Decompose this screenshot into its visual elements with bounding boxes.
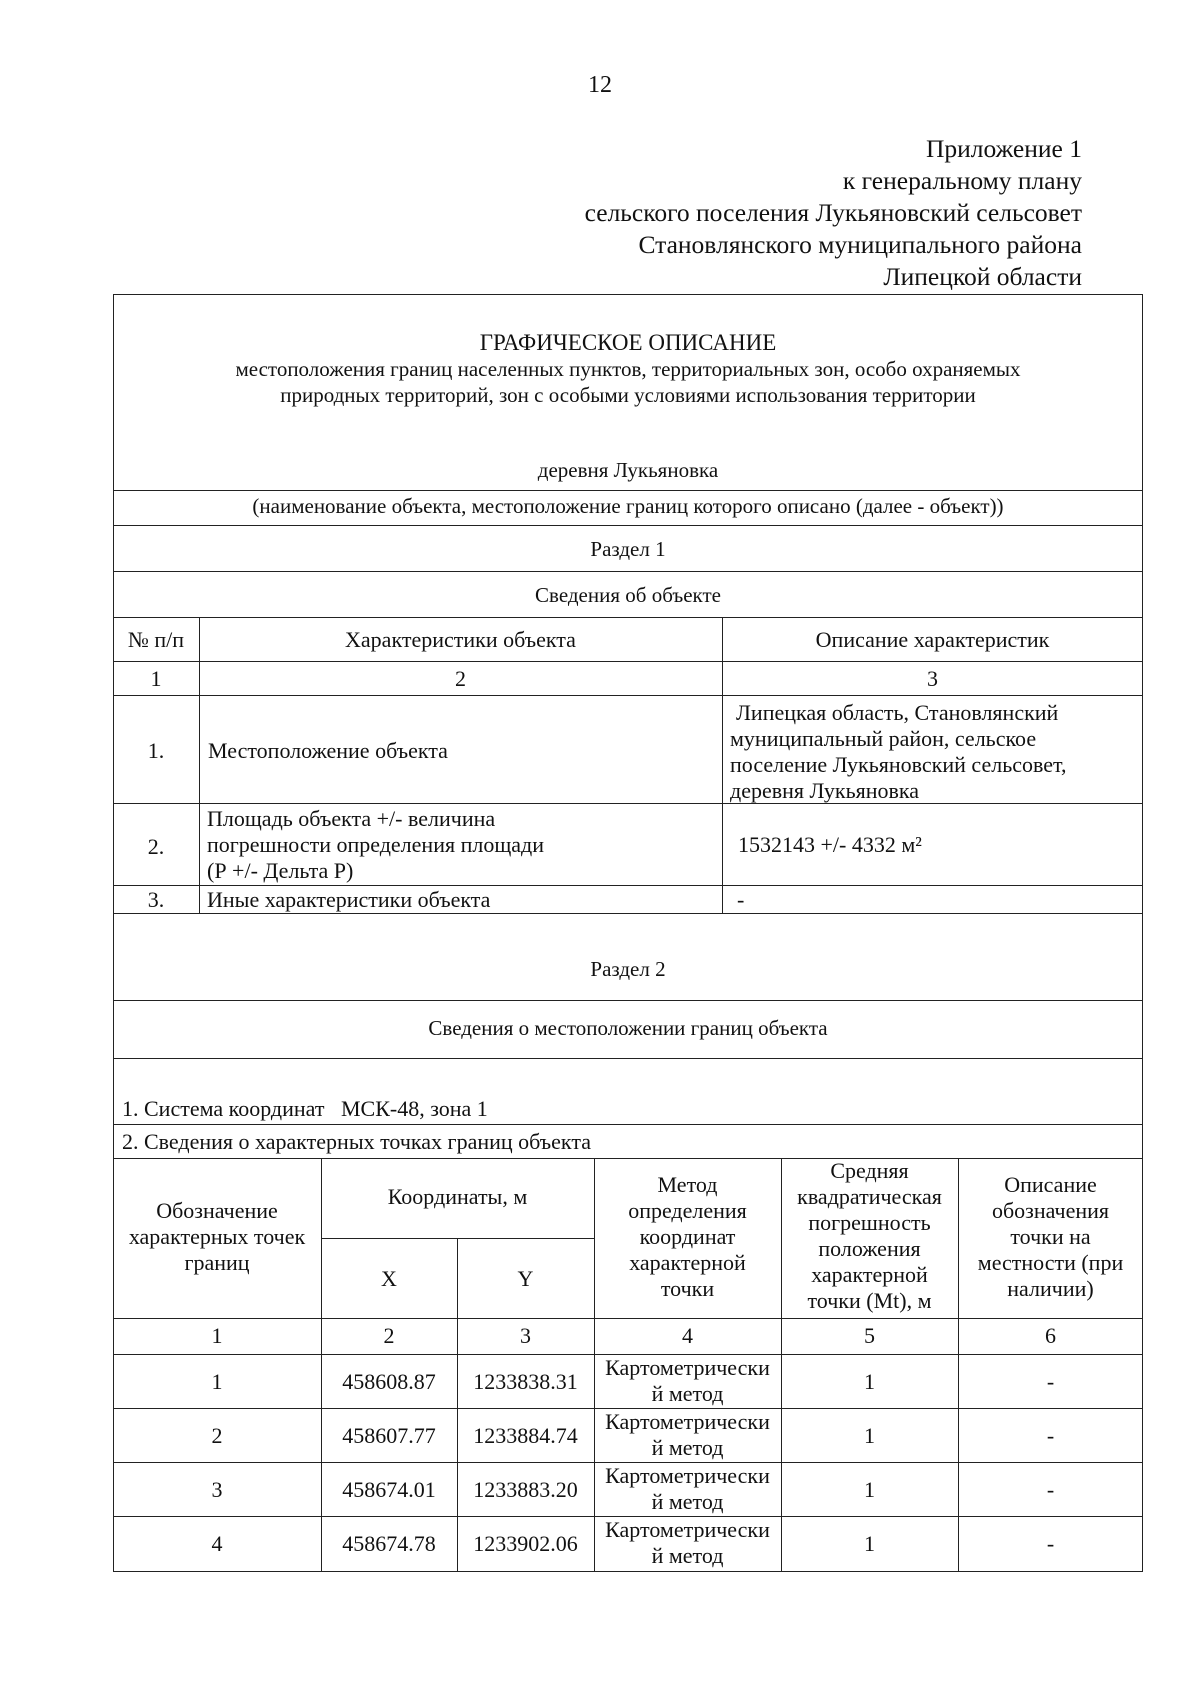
col-header-method: точки <box>660 1276 715 1301</box>
col-header-description: точки на <box>1010 1224 1091 1249</box>
col-header-method: Метод <box>657 1172 718 1197</box>
col-header-error: квадратическая <box>797 1184 942 1209</box>
grid-line <box>321 1238 594 1239</box>
col-header-description: наличии) <box>1007 1276 1094 1301</box>
point-description: - <box>1046 1477 1055 1502</box>
method-line: Картометрически <box>605 1517 770 1542</box>
appendix-line-2: к генеральному плану <box>842 166 1082 195</box>
row-name-line: Площадь объекта +/- величина <box>207 806 496 831</box>
col-header-method: координат <box>639 1224 736 1249</box>
row-value: 1532143 +/- 4332 м² <box>738 832 922 857</box>
grid-line <box>113 1318 1143 1319</box>
error-value: 1 <box>864 1423 875 1448</box>
error-value: 1 <box>864 1477 875 1502</box>
col-header-error: точки (Mt), м <box>807 1288 932 1313</box>
method-line: й метод <box>651 1543 724 1568</box>
row-num: 2. <box>147 834 165 859</box>
section1-title: Раздел 1 <box>590 537 666 561</box>
col-header-x: X <box>381 1266 397 1291</box>
method-line: й метод <box>651 1489 724 1514</box>
col-number: 4 <box>682 1323 693 1348</box>
coord-x: 458674.01 <box>342 1477 436 1502</box>
point-id: 2 <box>211 1423 223 1448</box>
divider <box>113 617 1143 618</box>
divider <box>113 1124 1143 1125</box>
method-line: Картометрически <box>605 1409 770 1434</box>
point-id: 1 <box>211 1369 223 1394</box>
col-header-error: характерной <box>811 1262 928 1287</box>
row-value-line: муниципальный район, сельское <box>730 726 1037 751</box>
section1-subtitle: Сведения об объекте <box>535 583 721 607</box>
divider <box>113 490 1143 491</box>
grid-line <box>113 661 1143 662</box>
method-line: й метод <box>651 1381 724 1406</box>
point-description: - <box>1046 1423 1055 1448</box>
coord-y: 1233884.74 <box>473 1423 578 1448</box>
row-num: 1. <box>147 738 165 763</box>
document-title: ГРАФИЧЕСКОЕ ОПИСАНИЕ <box>479 330 777 355</box>
col-number: 3 <box>520 1323 531 1348</box>
row-num: 3. <box>147 887 165 912</box>
col-header-error: положения <box>818 1236 921 1261</box>
row-value-line: Липецкая область, Становлянский <box>736 700 1059 725</box>
col-number: 2 <box>383 1323 395 1348</box>
col-header-method: характерной <box>629 1250 746 1275</box>
col-header-num: № п/п <box>127 627 185 652</box>
row-value: - <box>737 887 745 912</box>
appendix-line-3: сельского поселения Лукьяновский сельсовет <box>584 198 1082 227</box>
object-caption: (наименование объекта, местоположение границ которого описано (далее - объект)) <box>252 494 1004 518</box>
row-name: Местоположение объекта <box>208 738 448 763</box>
col-header-error: Средняя <box>830 1158 909 1183</box>
col-header-description: местности (при <box>977 1250 1124 1275</box>
grid-line <box>113 913 1143 914</box>
col-header-designation: Обозначение <box>156 1198 278 1223</box>
row-value-line: поселение Лукьяновский сельсовет, <box>730 752 1067 777</box>
error-value: 1 <box>864 1369 875 1394</box>
method-line: Картометрически <box>605 1463 770 1488</box>
page-number: 12 <box>588 72 612 98</box>
col-header-designation: границ <box>184 1250 250 1275</box>
col-header-characteristics: Характеристики объекта <box>345 627 576 652</box>
coord-x: 458674.78 <box>342 1531 436 1556</box>
appendix-line-1: Приложение 1 <box>926 134 1082 163</box>
col-header-method: определения <box>628 1198 747 1223</box>
col-header-designation: характерных точек <box>128 1224 306 1249</box>
section2-subtitle: Сведения о местоположении границ объекта <box>428 1016 828 1040</box>
divider <box>113 1058 1143 1059</box>
method-line: й метод <box>651 1435 724 1460</box>
grid-line <box>113 695 1143 696</box>
col-header-error: погрешность <box>808 1210 931 1235</box>
point-description: - <box>1046 1531 1055 1556</box>
points-caption: 2. Сведения о характерных точках границ объекта <box>122 1129 591 1154</box>
object-name: деревня Лукьяновка <box>537 458 719 482</box>
appendix-block <box>382 133 1082 293</box>
error-value: 1 <box>864 1531 875 1556</box>
subtitle-line-1: местоположения границ населенных пунктов, территориальных зон, особо охраняемых <box>235 357 1021 381</box>
point-description: - <box>1046 1369 1055 1394</box>
coord-x: 458608.87 <box>342 1369 436 1394</box>
divider <box>113 1158 1143 1159</box>
grid-line <box>321 1158 322 1572</box>
row-name-line: (Р +/- Дельта Р) <box>207 858 354 883</box>
divider <box>113 525 1143 526</box>
col-header-y: Y <box>517 1266 534 1291</box>
grid-line <box>113 885 1143 886</box>
coord-system: 1. Система координат МСК-48, зона 1 <box>122 1096 488 1121</box>
method-line: Картометрически <box>605 1355 770 1380</box>
row-name: Иные характеристики объекта <box>207 887 491 912</box>
col-number: 6 <box>1045 1323 1056 1348</box>
point-id: 4 <box>211 1531 223 1556</box>
col-header-description: Описание характеристик <box>815 627 1050 652</box>
coord-y: 1233902.06 <box>473 1531 578 1556</box>
appendix-line-4: Становлянского муниципального района <box>638 230 1082 259</box>
coord-y: 1233883.20 <box>473 1477 578 1502</box>
row-name-line: погрешности определения площади <box>207 832 545 857</box>
col-number: 2 <box>455 666 466 691</box>
col-header-coords: Координаты, м <box>387 1184 528 1209</box>
col-number: 5 <box>864 1323 875 1348</box>
col-number: 3 <box>927 666 938 691</box>
appendix-line-5: Липецкой области <box>883 262 1082 291</box>
divider <box>113 1000 1143 1001</box>
col-header-description: обозначения <box>991 1198 1110 1223</box>
divider <box>113 571 1143 572</box>
col-number: 1 <box>211 1323 223 1348</box>
row-value-line: деревня Лукьяновка <box>730 778 919 803</box>
point-id: 3 <box>211 1477 223 1502</box>
subtitle-line-2: природных территорий, зон с особыми условиями использования территории <box>280 383 976 407</box>
col-number: 1 <box>150 666 162 691</box>
section2-title: Раздел 2 <box>590 957 666 981</box>
grid-line <box>113 803 1143 804</box>
coord-x: 458607.77 <box>342 1423 436 1448</box>
col-header-description: Описание <box>1004 1172 1097 1197</box>
coord-y: 1233838.31 <box>473 1369 578 1394</box>
